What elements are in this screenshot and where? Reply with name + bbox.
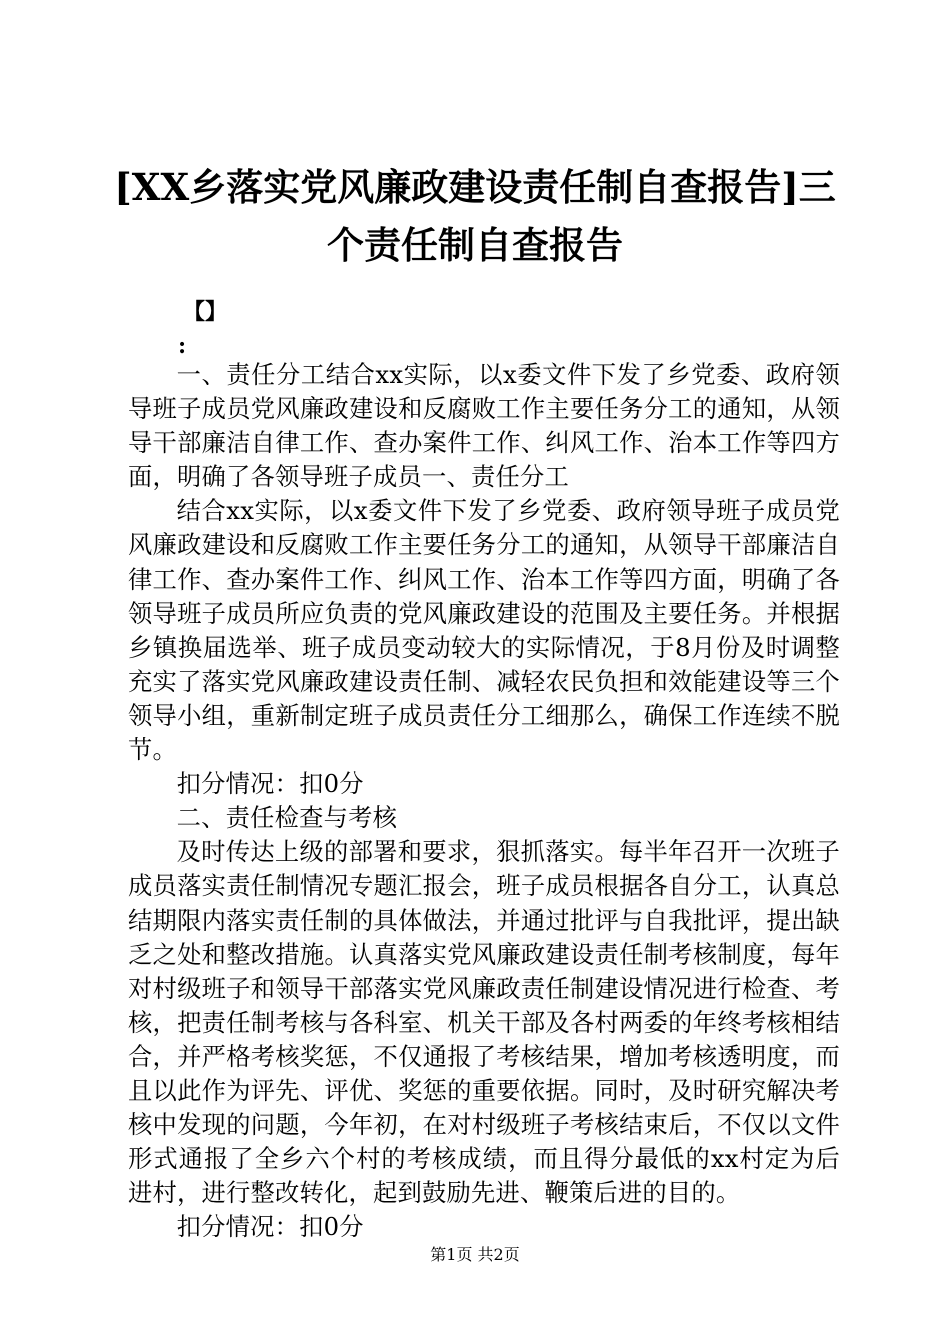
bracket-marker: 【】 <box>183 299 228 325</box>
page-footer: 第1页 共2页 <box>430 1245 520 1264</box>
paragraph-section-one: 一、责任分工结合xx实际，以x委文件下发了乡党委、政府领导班子成员党风廉政建设和反腐败工作主要任务分工的通知，从领导干部廉洁自律工作、查办案件工作、纠风工作、治本工作等四方面，明确了各领导班子成员一、责任分工 <box>128 360 840 492</box>
paragraph-section-two-heading: 二、责任检查与考核 <box>176 803 398 833</box>
document-title: [XX乡落实党风廉政建设责任制自查报告]三个责任制自查报告 <box>114 165 836 267</box>
colon-marker: : <box>178 333 187 359</box>
paragraph-deduction-two: 扣分情况：扣0分 <box>176 1212 364 1242</box>
paragraph-deduction-one: 扣分情况：扣0分 <box>176 769 364 799</box>
paragraph-inspection: 及时传达上级的部署和要求，狠抓落实。每半年召开一次班子成员落实责任制情况专题汇报会，班子成员根据各自分工，认真总结期限内落实责任制的具体做法，并通过批评与自我批评，提出缺乏之处和整改措施。认真落实党风廉政建设责任制考核制度，每年对村级班子和领导干部落实党风廉政责任制建设情况进行检查、考核，把责任制考核与各科室、机关干部及各村两委的年终考核相结合，并严格考核奖惩，不仅通报了考核结果，增加考核透明度，而且以此作为评先、评优、奖惩的重要依据。同时，及时研究解决考核中发现的问题，今年初，在对村级班子考核结束后，不仅以文件形式通报了全乡六个村的考核成绩，而且得分最低的xx村定为后进村，进行整改转化，起到鼓励先进、鞭策后进的目的。 <box>128 837 840 1208</box>
paragraph-responsibility: 结合xx实际，以x委文件下发了乡党委、政府领导班子成员党风廉政建设和反腐败工作主要任务分工的通知，从领导干部廉洁自律工作、查办案件工作、纠风工作、治本工作等四方面，明确了各领导班子成员所应负责的党风廉政建设的范围及主要任务。并根据乡镇换届选举、班子成员变动较大的实际情况，于8月份及时调整充实了落实党风廉政建设责任制、减轻农民负担和效能建设等三个领导小组，重新制定班子成员责任分工细那么，确保工作连续不脱节。 <box>128 496 840 765</box>
document-body <box>128 358 840 1244</box>
